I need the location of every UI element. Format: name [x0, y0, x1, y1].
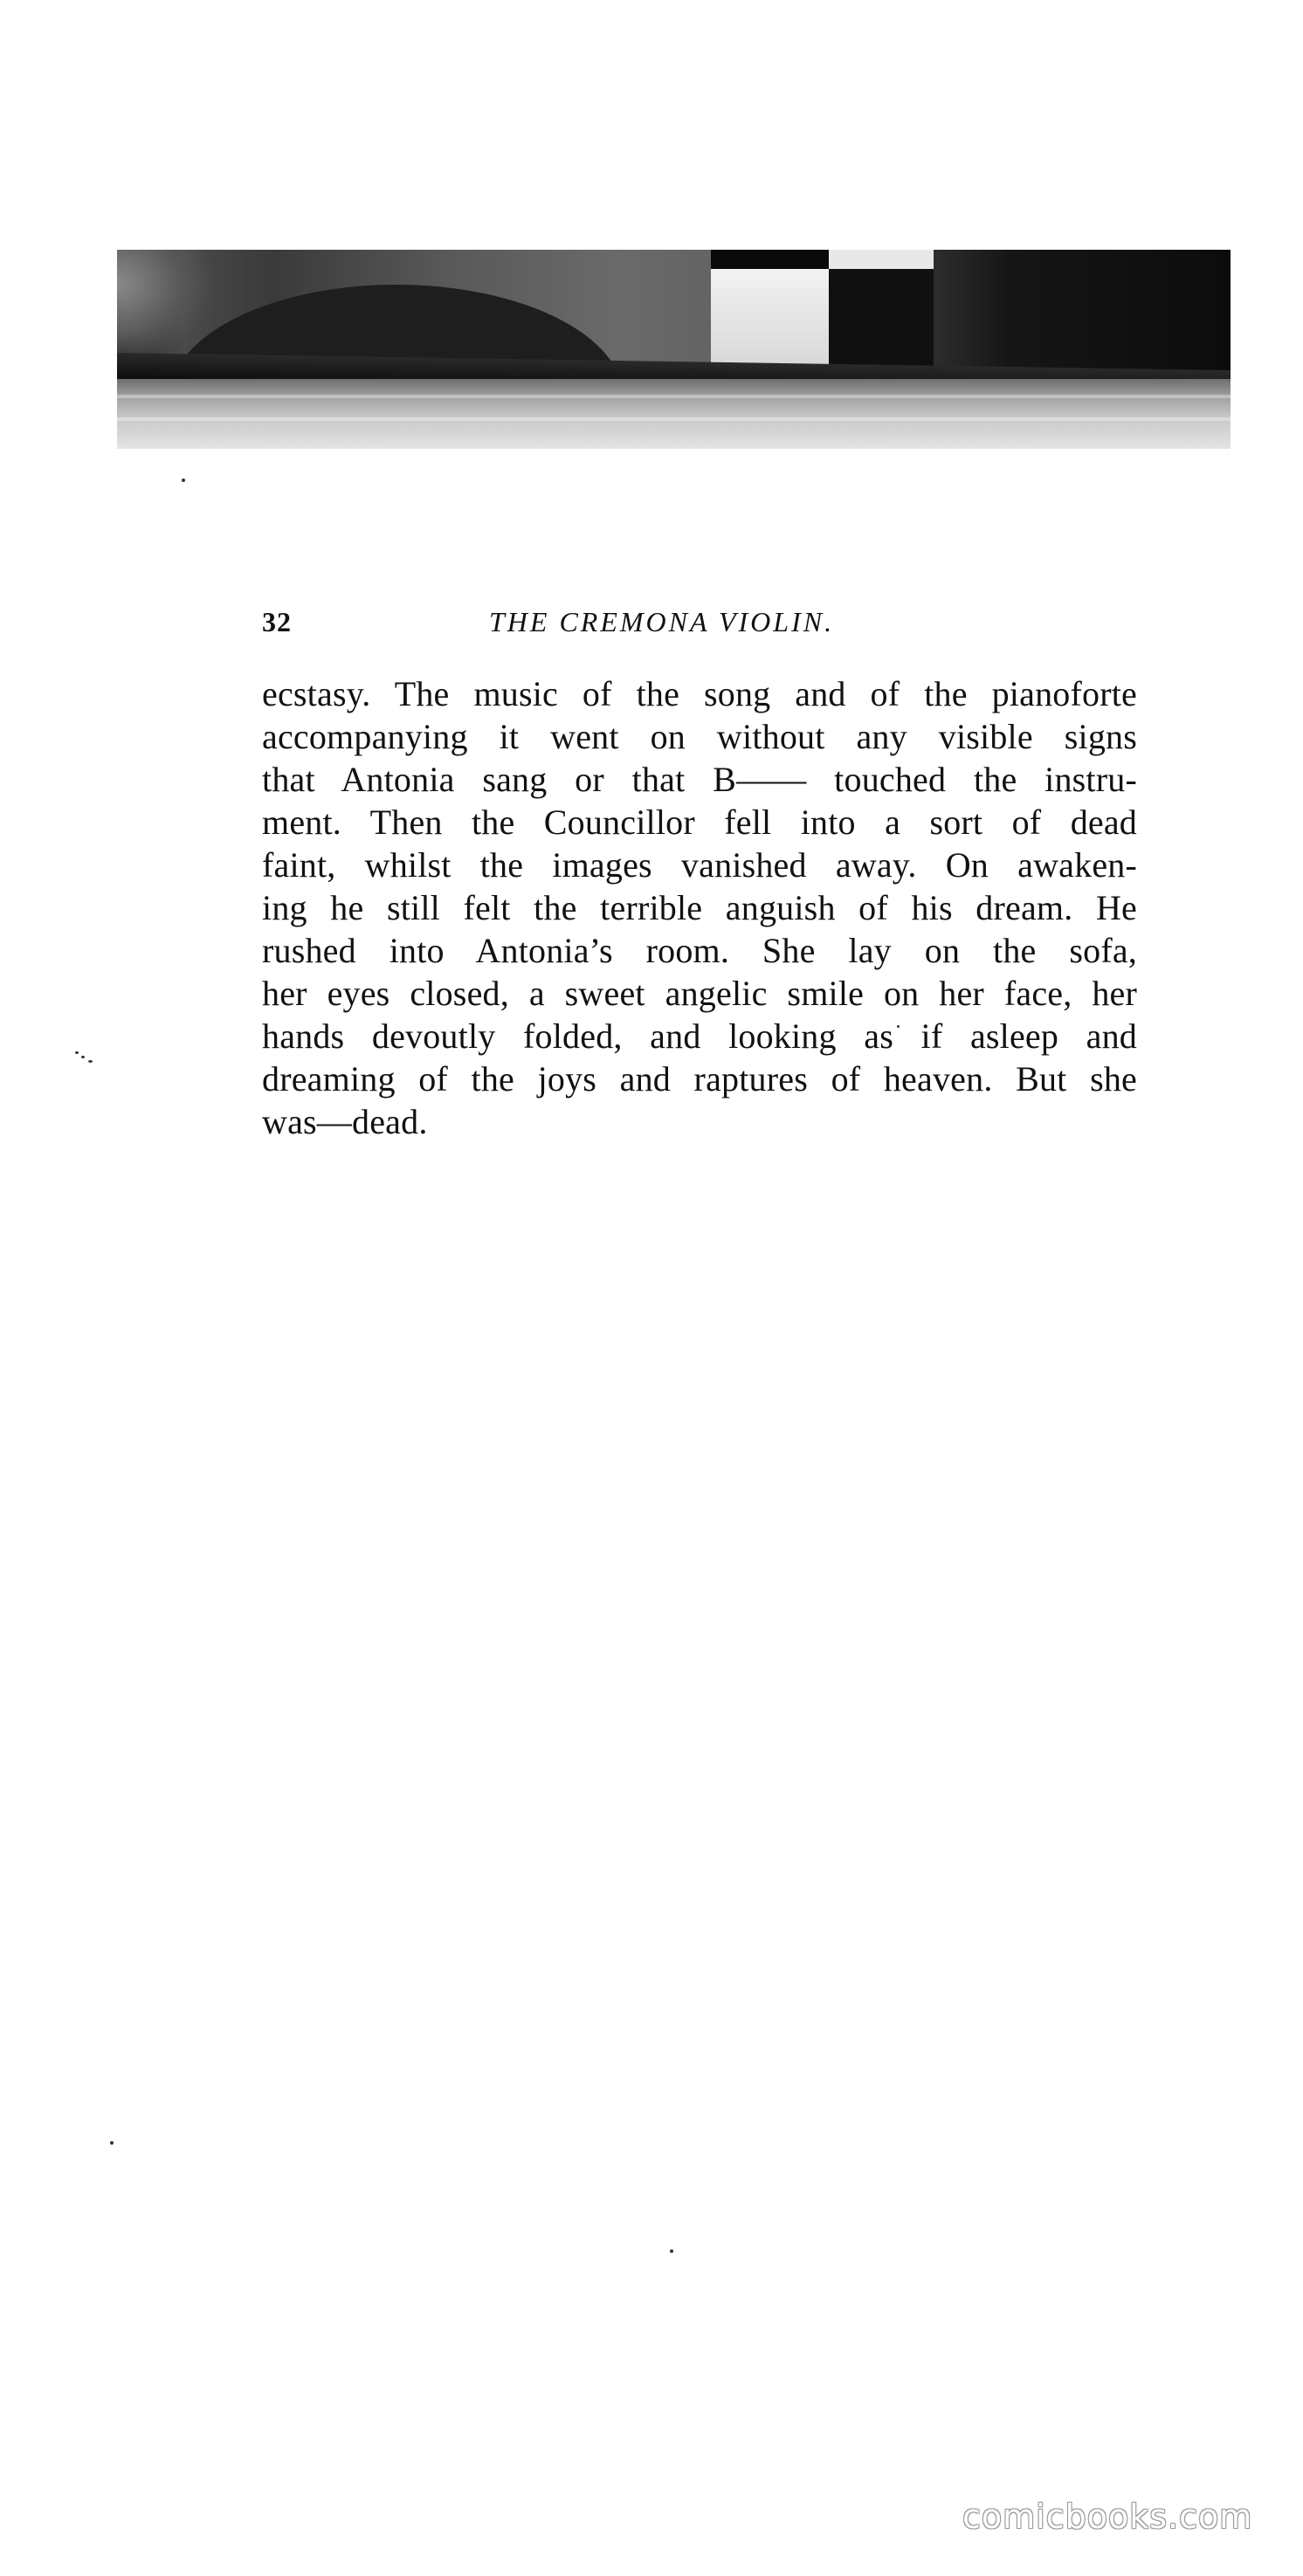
photo-floor-streak — [117, 417, 1231, 421]
body-line: was—dead. — [262, 1102, 428, 1141]
watermark: comicbooks.com — [962, 2497, 1253, 2536]
body-line: her eyes closed, a sweet angelic smile on her face, her — [262, 974, 1137, 1013]
body-paragraph — [262, 672, 1137, 1143]
body-line: ecstasy. The music of the song and of the pianoforte — [262, 674, 1137, 713]
body-line: accompanying it went on without any visible signs — [262, 717, 1137, 756]
scan-speck — [182, 479, 185, 482]
running-title: THE CREMONA VIOLIN. — [489, 606, 835, 637]
body-line: hands devoutly folded, and looking as if asleep and — [262, 1016, 1137, 1056]
body-line: ing he still felt the terrible anguish of his dream. He — [262, 888, 1137, 927]
photo-checker-white-top — [829, 250, 934, 269]
photo-checker-white-left — [711, 269, 829, 367]
scan-speck — [110, 2141, 114, 2145]
photo-floor-streak — [117, 395, 1231, 398]
scan-speck — [75, 1051, 79, 1054]
photo-checker-black-right — [829, 269, 934, 367]
running-head — [262, 606, 1135, 650]
scan-speck — [670, 2249, 673, 2253]
photo-floor — [117, 379, 1231, 449]
body-line: ment. Then the Councillor fell into a sort of dead — [262, 802, 1137, 842]
photo-checker-black-top — [711, 250, 829, 269]
body-line: that Antonia sang or that B—— touched the instru- — [262, 760, 1137, 799]
body-line: faint, whilst the images vanished away. On awaken- — [262, 845, 1137, 885]
scanned-photo-strip — [117, 250, 1231, 449]
body-line: dreaming of the joys and raptures of heaven. But she — [262, 1059, 1137, 1099]
scan-speck — [88, 1060, 93, 1063]
page-number: 32 — [262, 606, 292, 637]
scan-speck — [81, 1056, 85, 1058]
body-line: rushed into Antonia’s room. She lay on the sofa, — [262, 931, 1137, 970]
